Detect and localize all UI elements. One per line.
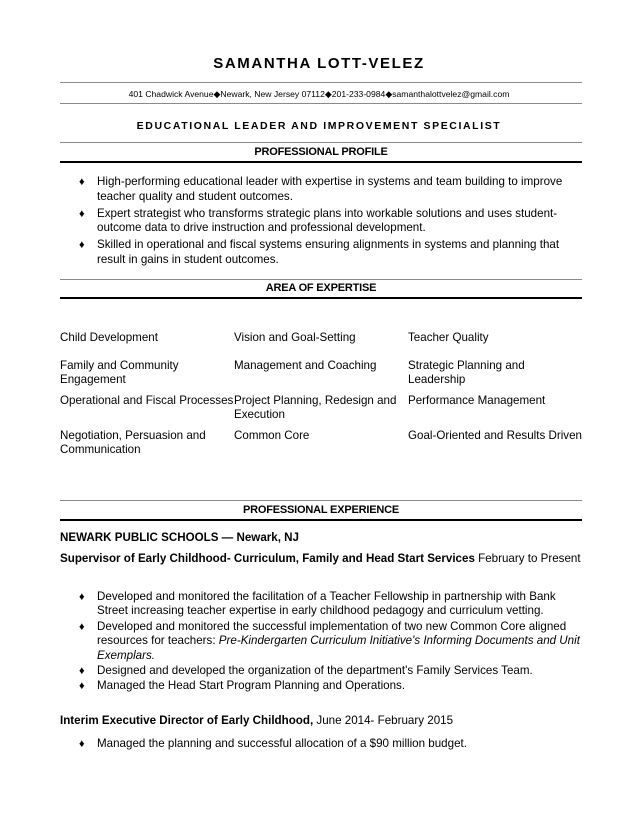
list-item: ♦ Developed and monitored the successful implementation of two new Common Core aligned resources for teachers: Pre-Kindergarten Curriculum Initiative's Informing Documents and Unit Exemplars. <box>79 619 580 662</box>
experience-heading: PROFESSIONAL EXPERIENCE <box>243 504 399 516</box>
expertise-item: Performance Management <box>408 393 546 407</box>
list-item: ♦ Managed the planning and successful allocation of a $90 million budget. <box>79 737 467 750</box>
separator-diamond-icon: ◆ <box>385 89 393 99</box>
separator-diamond-icon: ◆ <box>213 89 221 99</box>
header-divider-bottom <box>60 103 582 104</box>
expertise-item: Teacher Quality <box>408 331 489 344</box>
list-item: ♦ High-performing educational leader with expertise in systems and team building to improve teacher quality and student outcomes. <box>79 175 563 203</box>
expertise-heading: AREA OF EXPERTISE <box>265 282 377 294</box>
expertise-row <box>60 359 582 388</box>
expertise-row <box>60 331 582 346</box>
contact-line <box>0 89 638 100</box>
experience-top-rule <box>60 500 582 501</box>
expertise-top-rule <box>60 279 582 280</box>
profile-top-rule <box>60 142 582 143</box>
expertise-item: Vision and Goal-Setting <box>234 331 356 344</box>
expertise-row <box>60 429 582 458</box>
expertise-item: Common Core <box>234 428 310 442</box>
expertise-item: Child Development <box>60 331 158 344</box>
expertise-item: Management and Coaching <box>234 358 377 372</box>
expertise-item: Operational and Fiscal Processes <box>60 393 234 407</box>
bullet-diamond-icon: ♦ <box>79 239 85 251</box>
bullet-diamond-icon: ♦ <box>79 620 85 633</box>
expertise-item: Project Planning, Redesign and Execution <box>234 393 397 421</box>
italic-resource-title: Pre-Kindergarten Curriculum Initiative's Informing Documents and Unit Exemplars. <box>97 634 580 662</box>
bullet-diamond-icon: ♦ <box>79 176 85 188</box>
separator-diamond-icon: ◆ <box>324 89 332 99</box>
role-dates: June 2014- February 2015 <box>313 714 454 727</box>
expertise-item: Family and Community Engagement <box>60 358 179 386</box>
headline: EDUCATIONAL LEADER AND IMPROVEMENT SPECIALIST <box>136 120 502 132</box>
role-dates: February to Present <box>474 552 581 565</box>
list-item: ♦ Skilled in operational and fiscal systems ensuring alignments in systems and planning that result in gains in student outcomes. <box>79 238 560 266</box>
role-title: Supervisor of Early Childhood- Curriculum, Family and Head Start Services <box>60 552 475 565</box>
contact-address: 401 Chadwick Avenue <box>128 89 214 99</box>
bullet-diamond-icon: ♦ <box>79 738 85 750</box>
candidate-name: SAMANTHA LOTT-VELEZ <box>213 55 425 72</box>
list-item: ♦ Designed and developed the organization of the department's Family Services Team. <box>79 664 533 678</box>
contact-email[interactable]: samanthalottvelez@gmail.com <box>392 89 510 99</box>
profile-heading: PROFESSIONAL PROFILE <box>254 146 388 158</box>
header-divider-top <box>60 82 582 83</box>
profile-heading-rule <box>60 161 582 163</box>
bullet-diamond-icon: ♦ <box>79 591 85 603</box>
expertise-grid <box>60 331 582 464</box>
expertise-item: Goal-Oriented and Results Driven <box>408 428 582 442</box>
bullet-diamond-icon: ♦ <box>79 665 85 678</box>
list-item: ♦ Expert strategist who transforms strategic plans into workable solutions and uses student- outcome data to drive instruction and professional development. <box>79 206 558 234</box>
list-item: ♦ Developed and monitored the facilitation of a Teacher Fellowship in partnership with Bank Street increasing teacher expertise in early childhood pedagogy and curriculum vetting. <box>79 590 556 618</box>
list-item: ♦ Managed the Head Start Program Planning and Operations. <box>79 679 406 693</box>
expertise-item: Negotiation, Persuasion and Communication <box>60 428 206 456</box>
expertise-heading-rule <box>60 297 582 299</box>
experience-heading-rule <box>60 519 582 521</box>
role-supervisor-bullets <box>60 590 582 695</box>
role-interim-director <box>60 713 582 728</box>
role-title: Interim Executive Director of Early Childhood, <box>60 714 314 727</box>
role-interim-bullets <box>60 737 582 754</box>
contact-city: Newark, New Jersey 07112 <box>220 89 325 99</box>
bullet-diamond-icon: ♦ <box>79 680 85 693</box>
expertise-row <box>60 394 582 423</box>
role-supervisor <box>60 551 582 566</box>
contact-phone: 201-233-0984 <box>331 89 386 99</box>
employer-name: NEWARK PUBLIC SCHOOLS — Newark, NJ <box>60 531 299 544</box>
expertise-item: Strategic Planning and Leadership <box>408 358 525 386</box>
bullet-diamond-icon: ♦ <box>79 207 85 220</box>
profile-list <box>60 175 582 270</box>
